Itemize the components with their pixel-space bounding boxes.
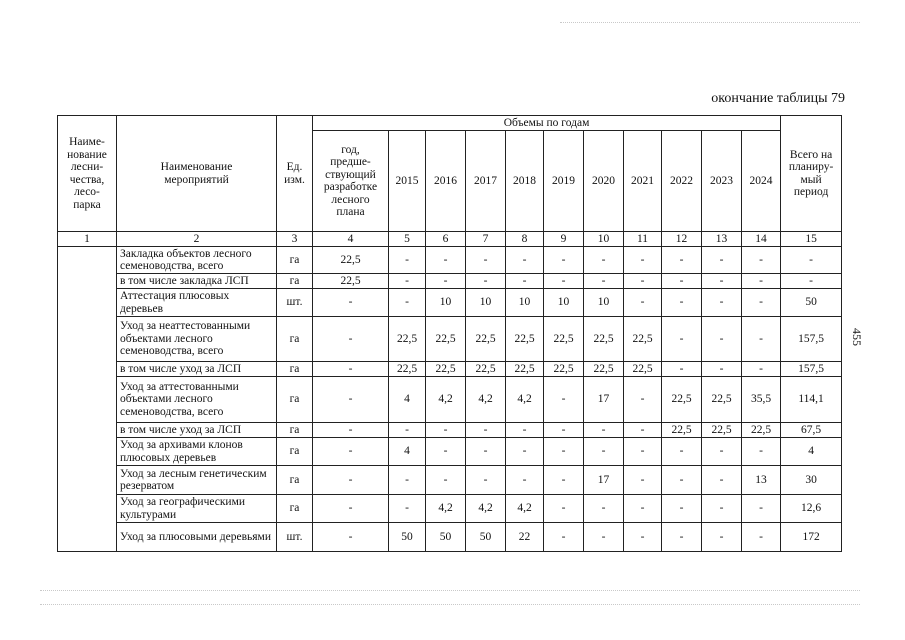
column-number: 11 <box>624 232 662 247</box>
year-value: - <box>584 423 624 438</box>
year-value: - <box>389 495 426 523</box>
year-value: - <box>742 317 781 362</box>
column-number: 13 <box>702 232 742 247</box>
scan-noise <box>560 22 860 24</box>
table-row <box>58 466 842 495</box>
year-value: 22,5 <box>662 423 702 438</box>
year-value: - <box>702 274 742 289</box>
year-value: 17 <box>584 466 624 495</box>
year-value: - <box>702 495 742 523</box>
unit-cell: га <box>277 247 313 274</box>
table-row <box>58 377 842 423</box>
total-value: 12,6 <box>781 495 842 523</box>
year-value: - <box>466 247 506 274</box>
unit-cell: га <box>277 438 313 466</box>
activity-name: Уход за неаттестованными объектами лесного семеноводства, всего <box>117 317 277 362</box>
year-value: - <box>544 523 584 552</box>
previous-year-value: 22,5 <box>313 274 389 289</box>
table-row <box>58 495 842 523</box>
year-value: - <box>662 495 702 523</box>
year-value: 22,5 <box>702 423 742 438</box>
year-value: - <box>544 495 584 523</box>
year-value: - <box>702 362 742 377</box>
table-row <box>58 247 842 274</box>
year-value: 22,5 <box>466 362 506 377</box>
year-value: - <box>662 289 702 317</box>
year-value: - <box>426 466 466 495</box>
year-value: 10 <box>426 289 466 317</box>
year-value: - <box>544 423 584 438</box>
year-value: - <box>702 466 742 495</box>
year-value: - <box>742 523 781 552</box>
year-value: 50 <box>466 523 506 552</box>
year-value: - <box>389 289 426 317</box>
header-volumes-by-year: Объемы по годам <box>313 116 781 131</box>
total-value: 30 <box>781 466 842 495</box>
activity-name: в том числе закладка ЛСП <box>117 274 277 289</box>
unit-cell: га <box>277 466 313 495</box>
year-value: - <box>702 317 742 362</box>
column-number: 8 <box>506 232 544 247</box>
unit-cell: га <box>277 495 313 523</box>
header-year-2021: 2021 <box>624 131 662 232</box>
year-value: - <box>466 423 506 438</box>
year-value: 22,5 <box>544 362 584 377</box>
previous-year-value: - <box>313 423 389 438</box>
column-number: 7 <box>466 232 506 247</box>
year-value: 10 <box>506 289 544 317</box>
table-row <box>58 289 842 317</box>
activity-name: Уход за архивами клонов плюсовых деревьев <box>117 438 277 466</box>
year-value: - <box>426 247 466 274</box>
total-value: 157,5 <box>781 317 842 362</box>
year-value: - <box>544 247 584 274</box>
activity-name: Уход за географическими культурами <box>117 495 277 523</box>
activity-name: в том числе уход за ЛСП <box>117 362 277 377</box>
column-number: 10 <box>584 232 624 247</box>
activity-name: Закладка объектов лесного семеноводства, всего <box>117 247 277 274</box>
year-value: 22,5 <box>466 317 506 362</box>
previous-year-value: - <box>313 438 389 466</box>
scan-noise <box>40 604 860 606</box>
header-unit: Ед. изм. <box>277 116 313 232</box>
total-value: - <box>781 274 842 289</box>
year-value: 4 <box>389 377 426 423</box>
table-caption: окончание таблицы 79 <box>711 91 845 106</box>
table-row <box>58 362 842 377</box>
year-value: - <box>742 495 781 523</box>
year-value: - <box>426 423 466 438</box>
year-value: - <box>662 247 702 274</box>
year-value: - <box>506 274 544 289</box>
total-value: 67,5 <box>781 423 842 438</box>
unit-cell: га <box>277 274 313 289</box>
year-value: - <box>742 362 781 377</box>
total-value: 50 <box>781 289 842 317</box>
year-value: 22,5 <box>506 317 544 362</box>
table-row <box>58 423 842 438</box>
header-year-2024: 2024 <box>742 131 781 232</box>
header-year-2020: 2020 <box>584 131 624 232</box>
year-value: - <box>624 466 662 495</box>
total-value: 157,5 <box>781 362 842 377</box>
year-value: 22,5 <box>389 362 426 377</box>
table-row <box>58 317 842 362</box>
year-value: - <box>426 438 466 466</box>
year-value: - <box>702 289 742 317</box>
year-value: 35,5 <box>742 377 781 423</box>
year-value: - <box>624 523 662 552</box>
year-value: - <box>544 377 584 423</box>
year-value: - <box>624 438 662 466</box>
year-value: - <box>389 423 426 438</box>
year-value: 4,2 <box>506 495 544 523</box>
previous-year-value: - <box>313 289 389 317</box>
year-value: 22,5 <box>702 377 742 423</box>
total-value: 4 <box>781 438 842 466</box>
activity-name: Уход за плюсовыми деревьями <box>117 523 277 552</box>
year-value: - <box>389 247 426 274</box>
year-value: - <box>584 247 624 274</box>
year-value: 13 <box>742 466 781 495</box>
year-value: 22 <box>506 523 544 552</box>
header-activity-name: Наименование мероприятий <box>117 116 277 232</box>
unit-cell: га <box>277 377 313 423</box>
year-value: 4,2 <box>426 495 466 523</box>
scan-noise <box>40 590 860 592</box>
year-value: 10 <box>466 289 506 317</box>
year-value: - <box>742 274 781 289</box>
previous-year-value: - <box>313 362 389 377</box>
year-value: - <box>662 362 702 377</box>
year-value: - <box>624 247 662 274</box>
year-value: - <box>662 274 702 289</box>
year-value: 50 <box>426 523 466 552</box>
year-value: - <box>426 274 466 289</box>
column-number: 1 <box>58 232 117 247</box>
year-value: - <box>702 523 742 552</box>
column-number: 4 <box>313 232 389 247</box>
year-value: - <box>742 438 781 466</box>
forestry-name-cell <box>58 247 117 552</box>
header-year-2018: 2018 <box>506 131 544 232</box>
previous-year-value: - <box>313 317 389 362</box>
year-value: 22,5 <box>389 317 426 362</box>
year-value: 22,5 <box>426 317 466 362</box>
column-number: 12 <box>662 232 702 247</box>
year-value: - <box>544 438 584 466</box>
unit-cell: га <box>277 317 313 362</box>
year-value: - <box>624 423 662 438</box>
forest-seed-activities-table <box>57 115 842 552</box>
year-value: - <box>389 274 426 289</box>
year-value: - <box>506 466 544 495</box>
year-value: - <box>466 438 506 466</box>
previous-year-value: 22,5 <box>313 247 389 274</box>
header-previous-year: год, предше- ствующий разработке лесного плана <box>313 131 389 232</box>
year-value: 10 <box>544 289 584 317</box>
header-year-2023: 2023 <box>702 131 742 232</box>
year-value: - <box>702 438 742 466</box>
year-value: 22,5 <box>426 362 466 377</box>
year-value: 17 <box>584 377 624 423</box>
year-value: - <box>662 523 702 552</box>
year-value: - <box>506 438 544 466</box>
total-value: 114,1 <box>781 377 842 423</box>
column-number: 15 <box>781 232 842 247</box>
previous-year-value: - <box>313 495 389 523</box>
unit-cell: шт. <box>277 523 313 552</box>
year-value: - <box>389 466 426 495</box>
year-value: - <box>544 274 584 289</box>
header-year-2019: 2019 <box>544 131 584 232</box>
year-value: - <box>466 274 506 289</box>
column-number: 3 <box>277 232 313 247</box>
year-value: - <box>584 495 624 523</box>
table-row <box>58 274 842 289</box>
page-number: 455 <box>850 328 864 346</box>
year-value: 4,2 <box>466 495 506 523</box>
year-value: - <box>624 377 662 423</box>
year-value: 4 <box>389 438 426 466</box>
unit-cell: га <box>277 423 313 438</box>
year-value: - <box>662 466 702 495</box>
total-value: 172 <box>781 523 842 552</box>
year-value: - <box>624 274 662 289</box>
year-value: 22,5 <box>584 317 624 362</box>
activity-name: Аттестация плюсовых деревьев <box>117 289 277 317</box>
previous-year-value: - <box>313 523 389 552</box>
header-year-2017: 2017 <box>466 131 506 232</box>
header-total: Всего на планиру- мый период <box>781 116 842 232</box>
year-value: 4,2 <box>466 377 506 423</box>
activity-name: в том числе уход за ЛСП <box>117 423 277 438</box>
table-row <box>58 523 842 552</box>
year-value: 22,5 <box>662 377 702 423</box>
unit-cell: га <box>277 362 313 377</box>
year-value: 4,2 <box>426 377 466 423</box>
header-year-2016: 2016 <box>426 131 466 232</box>
column-number: 5 <box>389 232 426 247</box>
column-number: 6 <box>426 232 466 247</box>
previous-year-value: - <box>313 377 389 423</box>
year-value: 4,2 <box>506 377 544 423</box>
year-value: - <box>506 423 544 438</box>
year-value: - <box>466 466 506 495</box>
year-value: 22,5 <box>624 362 662 377</box>
column-number: 9 <box>544 232 584 247</box>
unit-cell: шт. <box>277 289 313 317</box>
year-value: - <box>544 466 584 495</box>
header-forestry-name: Наиме- нование лесни- чества, лесо- парка <box>58 116 117 232</box>
year-value: - <box>624 289 662 317</box>
activity-name: Уход за аттестованными объектами лесного семеноводства, всего <box>117 377 277 423</box>
activity-name: Уход за лесным генетическим резерватом <box>117 466 277 495</box>
year-value: - <box>702 247 742 274</box>
year-value: 22,5 <box>584 362 624 377</box>
year-value: - <box>584 523 624 552</box>
year-value: - <box>742 247 781 274</box>
year-value: - <box>662 438 702 466</box>
year-value: 22,5 <box>544 317 584 362</box>
year-value: - <box>624 495 662 523</box>
year-value: 50 <box>389 523 426 552</box>
column-number: 2 <box>117 232 277 247</box>
year-value: 10 <box>584 289 624 317</box>
year-value: - <box>506 247 544 274</box>
year-value: 22,5 <box>506 362 544 377</box>
total-value: - <box>781 247 842 274</box>
year-value: 22,5 <box>624 317 662 362</box>
header-year-2022: 2022 <box>662 131 702 232</box>
table-row <box>58 438 842 466</box>
year-value: 22,5 <box>742 423 781 438</box>
year-value: - <box>584 274 624 289</box>
year-value: - <box>742 289 781 317</box>
year-value: - <box>662 317 702 362</box>
column-number: 14 <box>742 232 781 247</box>
previous-year-value: - <box>313 466 389 495</box>
header-year-2015: 2015 <box>389 131 426 232</box>
year-value: - <box>584 438 624 466</box>
